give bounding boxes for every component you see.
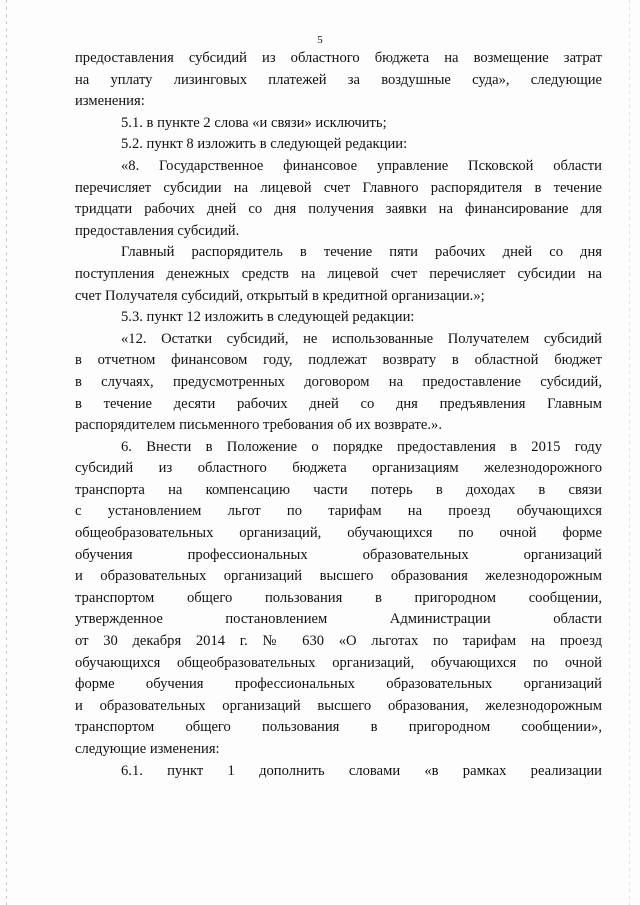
text-line: в течение десяти рабочих дней со дня предъявления Главным bbox=[75, 395, 602, 412]
text-line: транспортом общего пользования в пригородном сообщении», bbox=[75, 719, 602, 736]
text-line: поступления денежных средств на лицевой счет перечисляет субсидии на bbox=[75, 265, 602, 282]
text-line: в отчетном финансовом году, подлежат возврату в областной бюджет bbox=[75, 352, 602, 369]
text-line: «8. Государственное финансовое управление Псковской области bbox=[121, 157, 602, 174]
text-line: 5.2. пункт 8 изложить в следующей редакции: bbox=[121, 136, 408, 153]
text-line: тридцати рабочих дней со дня получения заявки на финансирование для bbox=[75, 201, 602, 218]
text-line: транспортом общего пользования в пригородном сообщении, bbox=[75, 589, 602, 606]
text-line: 6. Внести в Положение о порядке предоставления в 2015 году bbox=[121, 438, 602, 455]
text-line: и образовательных организаций высшего образования, железнодорожным bbox=[75, 697, 602, 714]
text-line: предоставления субсидий. bbox=[75, 222, 240, 239]
text-line: обучающихся общеобразовательных организаций, обучающихся по очной bbox=[75, 654, 602, 671]
text-line: с установлением льгот по тарифам на проезд обучающихся bbox=[75, 503, 602, 520]
text-line: перечисляет субсидии на лицевой счет Главного распорядителя в течение bbox=[75, 179, 602, 196]
text-line: 5.3. пункт 12 изложить в следующей редакции: bbox=[121, 309, 415, 326]
document-body bbox=[75, 48, 602, 782]
text-line: транспорта на компенсацию части потерь в доходах в связи bbox=[75, 481, 602, 498]
text-line: предоставления субсидий из областного бюджета на возмещение затрат bbox=[75, 50, 602, 66]
text-line: 6.1. пункт 1 дополнить словами «в рамках реализации bbox=[121, 762, 602, 779]
text-line: изменения: bbox=[75, 93, 145, 110]
text-line: от 30 декабря 2014 г. № 630 «О льготах по тарифам на проезд bbox=[75, 633, 602, 650]
scan-edge-right bbox=[629, 0, 630, 905]
text-line: 5.1. в пункте 2 слова «и связи» исключить; bbox=[121, 114, 387, 131]
text-line: в случаях, предусмотренных договором на предоставление субсидий, bbox=[75, 373, 602, 390]
text-line: и образовательных организаций высшего образования железнодорожным bbox=[75, 568, 602, 585]
text-line: утвержденное постановлением Администрации области bbox=[75, 611, 602, 628]
text-line: следующие изменения: bbox=[75, 741, 220, 757]
text-line: общеобразовательных организаций, обучающихся по очной форме bbox=[75, 525, 602, 542]
page-number: 5 bbox=[317, 34, 323, 46]
scan-edge-left bbox=[6, 0, 7, 905]
text-line: счет Получателя субсидий, открытый в кредитной организации.»; bbox=[75, 287, 485, 304]
text-line: на уплату лизинговых платежей за воздушные суда», следующие bbox=[75, 71, 602, 88]
text-line: субсидий из областного бюджета организациям железнодорожного bbox=[75, 460, 602, 477]
text-line: «12. Остатки субсидий, не использованные Получателем субсидий bbox=[121, 330, 602, 347]
text-line: форме обучения профессиональных образовательных организаций bbox=[75, 676, 602, 693]
text-line: обучения профессиональных образовательных организаций bbox=[75, 546, 602, 563]
text-line: распорядителем письменного требования об их возврате.». bbox=[75, 417, 442, 434]
text-line: Главный распорядитель в течение пяти рабочих дней со дня bbox=[121, 244, 602, 261]
